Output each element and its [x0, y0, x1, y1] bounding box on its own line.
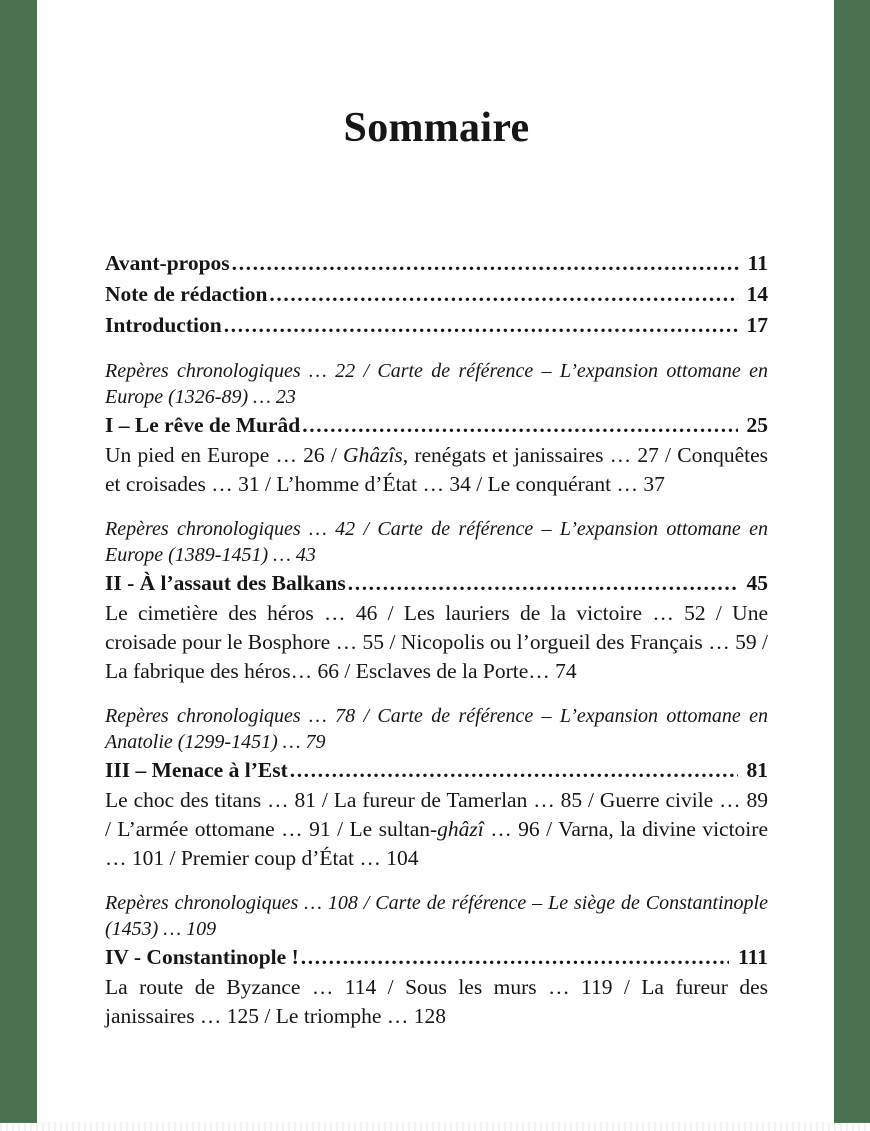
- dot-leader: [302, 410, 737, 441]
- toc-entry-page: 14: [746, 282, 768, 306]
- chapter-row: [105, 410, 768, 441]
- subentry-italic-term: ghâzî: [437, 817, 484, 841]
- toc-entry-label: Note de rédaction: [105, 282, 268, 306]
- chapter-title: II - À l’assaut des Balkans: [105, 571, 346, 595]
- dot-leader: [224, 310, 738, 341]
- subentries: [105, 599, 768, 686]
- subentries: [105, 441, 768, 499]
- chapter-title: I – Le rêve de Murâd: [105, 413, 301, 437]
- subentry-text: Le choc des titans … 81 / La fureur de Tamerlan … 85 / Guerre civile … 89 / L’armée ottomane … 91 / Le sultan-: [105, 788, 768, 841]
- dot-leader: [348, 568, 738, 599]
- dot-leader: [269, 279, 737, 310]
- toc-entry: [105, 310, 768, 341]
- toc-section-2: [105, 516, 768, 686]
- subentries: [105, 786, 768, 873]
- toc-entry-label: Avant-propos: [105, 251, 230, 275]
- scan-noise-edge: [0, 1122, 870, 1131]
- subentry-text: … 96 / Varna, la divine victoire … 101 / Premier coup d’État … 104: [105, 817, 768, 870]
- toc-entry-page: 11: [747, 251, 768, 275]
- chapter-page: 81: [746, 758, 768, 782]
- chapter-page: 111: [738, 945, 768, 969]
- subentry-text: Le cimetière des héros … 46 / Les lauriers de la victoire … 52 / Une croisade pour le Bosphore … 55 / Nicopolis ou l’orgueil des Français … 59 / La fabrique des héros… 66 / Esclaves de la Porte… 74: [105, 601, 768, 683]
- front-matter-list: [105, 248, 768, 341]
- toc-section-3: [105, 703, 768, 873]
- dot-leader: [232, 248, 739, 279]
- green-background-left: [0, 0, 37, 1123]
- repere-line: Repères chronologiques … 78 / Carte de référence – L’expansion ottomane en Anatolie (1299-1451) … 79: [105, 705, 768, 753]
- green-background-right: [834, 0, 870, 1123]
- dot-leader: [301, 942, 729, 973]
- chapter-row: [105, 942, 768, 973]
- dot-leader: [290, 755, 738, 786]
- subentries: [105, 973, 768, 1031]
- toc-entry: [105, 279, 768, 310]
- chapter-title: III – Menace à l’Est: [105, 758, 288, 782]
- toc-entry-page: 17: [746, 313, 768, 337]
- toc-page: [105, 0, 768, 1031]
- repere-line: Repères chronologiques … 42 / Carte de référence – L’expansion ottomane en Europe (1389-1451) … 43: [105, 518, 768, 566]
- subentry-italic-term: Ghâzîs: [343, 443, 403, 467]
- toc-entry-label: Introduction: [105, 313, 222, 337]
- chapter-title: IV - Constantinople !: [105, 945, 299, 969]
- chapter-page: 45: [746, 571, 768, 595]
- toc-section-1: [105, 358, 768, 499]
- repere-line: Repères chronologiques … 108 / Carte de référence – Le siège de Constantinople (1453) … 109: [105, 892, 768, 940]
- chapter-row: [105, 755, 768, 786]
- page-title: Sommaire: [343, 105, 530, 151]
- toc-entry: [105, 248, 768, 279]
- chapter-row: [105, 568, 768, 599]
- toc-section-4: [105, 890, 768, 1031]
- subentry-text: Un pied en Europe … 26 /: [105, 443, 344, 467]
- subentry-text: La route de Byzance … 114 / Sous les murs … 119 / La fureur des janissaires … 125 / Le triomphe … 128: [105, 975, 768, 1028]
- subentry-text: , renégats et janissaires … 27 / Conquêtes et croisades … 31 / L’homme d’État … 34 / Le conquérant … 37: [105, 443, 768, 496]
- repere-line: Repères chronologiques … 22 / Carte de référence – L’expansion ottomane en Europe (1326-89) … 23: [105, 360, 768, 408]
- chapter-page: 25: [746, 413, 768, 437]
